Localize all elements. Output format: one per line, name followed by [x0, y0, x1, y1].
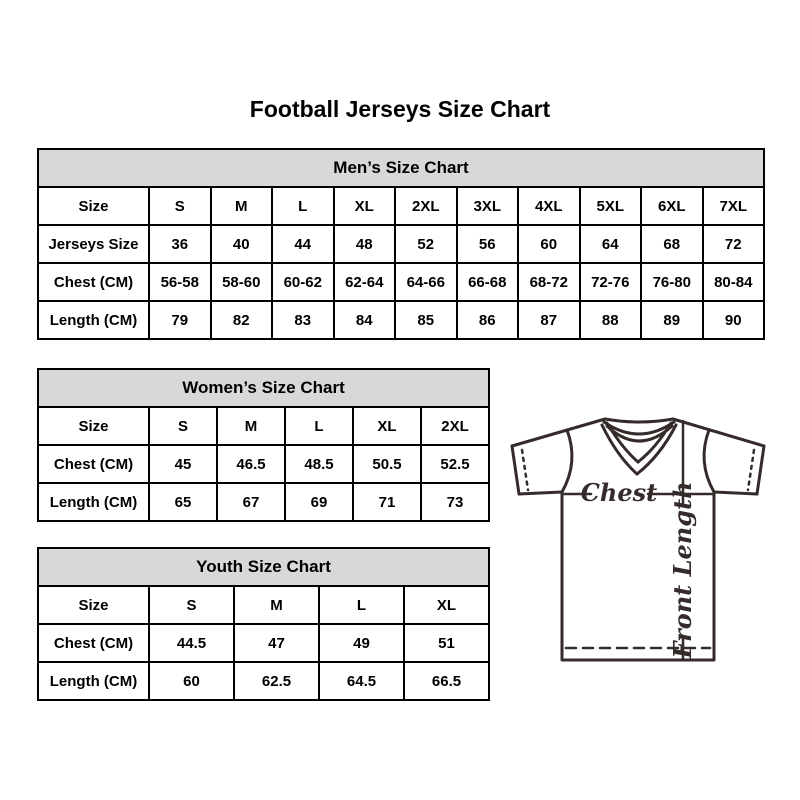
women-cell-0-4: 52.5	[421, 445, 489, 483]
men-cell-2-1: 82	[211, 301, 273, 339]
men-cell-0-4: 52	[395, 225, 457, 263]
men-column-header-9: 6XL	[641, 187, 703, 225]
youth-column-header-4: XL	[404, 586, 489, 624]
youth-column-header-2: M	[234, 586, 319, 624]
men-cell-0-3: 48	[334, 225, 396, 263]
women-cell-1-0: 65	[149, 483, 217, 521]
jersey-left-cuff-dashed-line	[522, 450, 528, 490]
jersey-left-cuff-edge	[512, 446, 519, 494]
men-cell-0-9: 72	[703, 225, 765, 263]
men-column-header-4: XL	[334, 187, 396, 225]
jersey-left-armhole-seam	[562, 430, 572, 492]
men-cell-0-7: 64	[580, 225, 642, 263]
men-cell-2-0: 79	[149, 301, 211, 339]
youth-column-header-3: L	[319, 586, 404, 624]
men-column-header-3: L	[272, 187, 334, 225]
jersey-right-cuff-edge	[757, 446, 764, 494]
men-cell-1-0: 56-58	[149, 263, 211, 301]
women-column-header-2: M	[217, 407, 285, 445]
men-cell-0-2: 44	[272, 225, 334, 263]
men-cell-1-9: 80-84	[703, 263, 765, 301]
men-table-title: Men’s Size Chart	[38, 149, 764, 187]
youth-table-title: Youth Size Chart	[38, 548, 489, 586]
men-cell-0-8: 68	[641, 225, 703, 263]
men-cell-2-5: 86	[457, 301, 519, 339]
youth-cell-0-1: 47	[234, 624, 319, 662]
jersey-right-shoulder-line	[673, 419, 764, 446]
jersey-right-armhole-seam	[704, 430, 714, 492]
men-cell-0-1: 40	[211, 225, 273, 263]
women-column-header-4: XL	[353, 407, 421, 445]
men-cell-2-3: 84	[334, 301, 396, 339]
men-cell-1-3: 62-64	[334, 263, 396, 301]
women-cell-0-3: 50.5	[353, 445, 421, 483]
youth-row-label-0: Chest (CM)	[38, 624, 149, 662]
front-length-label: Front Length	[668, 481, 697, 659]
jersey-collar-top	[605, 419, 673, 422]
men-cell-0-5: 56	[457, 225, 519, 263]
men-cell-1-8: 76-80	[641, 263, 703, 301]
youth-cell-0-0: 44.5	[149, 624, 234, 662]
youth-cell-0-2: 49	[319, 624, 404, 662]
youth-column-header-0: Size	[38, 586, 149, 624]
women-cell-1-3: 71	[353, 483, 421, 521]
men-column-header-6: 3XL	[457, 187, 519, 225]
women-cell-0-0: 45	[149, 445, 217, 483]
women-cell-1-2: 69	[285, 483, 353, 521]
men-row-label-0: Jerseys Size	[38, 225, 149, 263]
women-row-label-0: Chest (CM)	[38, 445, 149, 483]
women-column-header-1: S	[149, 407, 217, 445]
women-column-header-0: Size	[38, 407, 149, 445]
youth-cell-1-1: 62.5	[234, 662, 319, 700]
men-cell-2-2: 83	[272, 301, 334, 339]
women-cell-0-2: 48.5	[285, 445, 353, 483]
youth-size-table	[37, 547, 490, 701]
men-row-label-1: Chest (CM)	[38, 263, 149, 301]
women-cell-1-4: 73	[421, 483, 489, 521]
men-column-header-1: S	[149, 187, 211, 225]
mens-size-table	[37, 148, 765, 340]
women-cell-1-1: 67	[217, 483, 285, 521]
youth-cell-1-0: 60	[149, 662, 234, 700]
women-row-label-1: Length (CM)	[38, 483, 149, 521]
jersey-right-cuff-dashed-line	[748, 450, 754, 490]
men-column-header-10: 7XL	[703, 187, 765, 225]
men-cell-1-6: 68-72	[518, 263, 580, 301]
jersey-left-sleeve-bottom	[519, 492, 562, 494]
men-cell-2-9: 90	[703, 301, 765, 339]
men-cell-1-5: 66-68	[457, 263, 519, 301]
men-cell-2-7: 88	[580, 301, 642, 339]
page-title: Football Jerseys Size Chart	[249, 96, 551, 122]
jersey-outline	[512, 419, 764, 660]
jersey-right-sleeve-bottom	[714, 492, 757, 494]
men-cell-1-2: 60-62	[272, 263, 334, 301]
womens-size-table	[37, 368, 490, 522]
women-table-title: Women’s Size Chart	[38, 369, 489, 407]
men-cell-2-6: 87	[518, 301, 580, 339]
men-cell-2-8: 89	[641, 301, 703, 339]
men-column-header-8: 5XL	[580, 187, 642, 225]
jersey-left-shoulder-line	[512, 419, 605, 446]
men-row-label-2: Length (CM)	[38, 301, 149, 339]
women-column-header-5: 2XL	[421, 407, 489, 445]
men-cell-1-7: 72-76	[580, 263, 642, 301]
men-column-header-7: 4XL	[518, 187, 580, 225]
youth-cell-1-2: 64.5	[319, 662, 404, 700]
jersey-measurement-diagram	[500, 400, 780, 680]
women-cell-0-1: 46.5	[217, 445, 285, 483]
chest-label: Chest	[580, 478, 658, 507]
youth-column-header-1: S	[149, 586, 234, 624]
men-cell-0-6: 60	[518, 225, 580, 263]
youth-row-label-1: Length (CM)	[38, 662, 149, 700]
youth-cell-1-3: 66.5	[404, 662, 489, 700]
men-cell-2-4: 85	[395, 301, 457, 339]
men-column-header-0: Size	[38, 187, 149, 225]
men-column-header-5: 2XL	[395, 187, 457, 225]
youth-cell-0-3: 51	[404, 624, 489, 662]
men-column-header-2: M	[211, 187, 273, 225]
men-cell-0-0: 36	[149, 225, 211, 263]
men-cell-1-1: 58-60	[211, 263, 273, 301]
women-column-header-3: L	[285, 407, 353, 445]
men-cell-1-4: 64-66	[395, 263, 457, 301]
